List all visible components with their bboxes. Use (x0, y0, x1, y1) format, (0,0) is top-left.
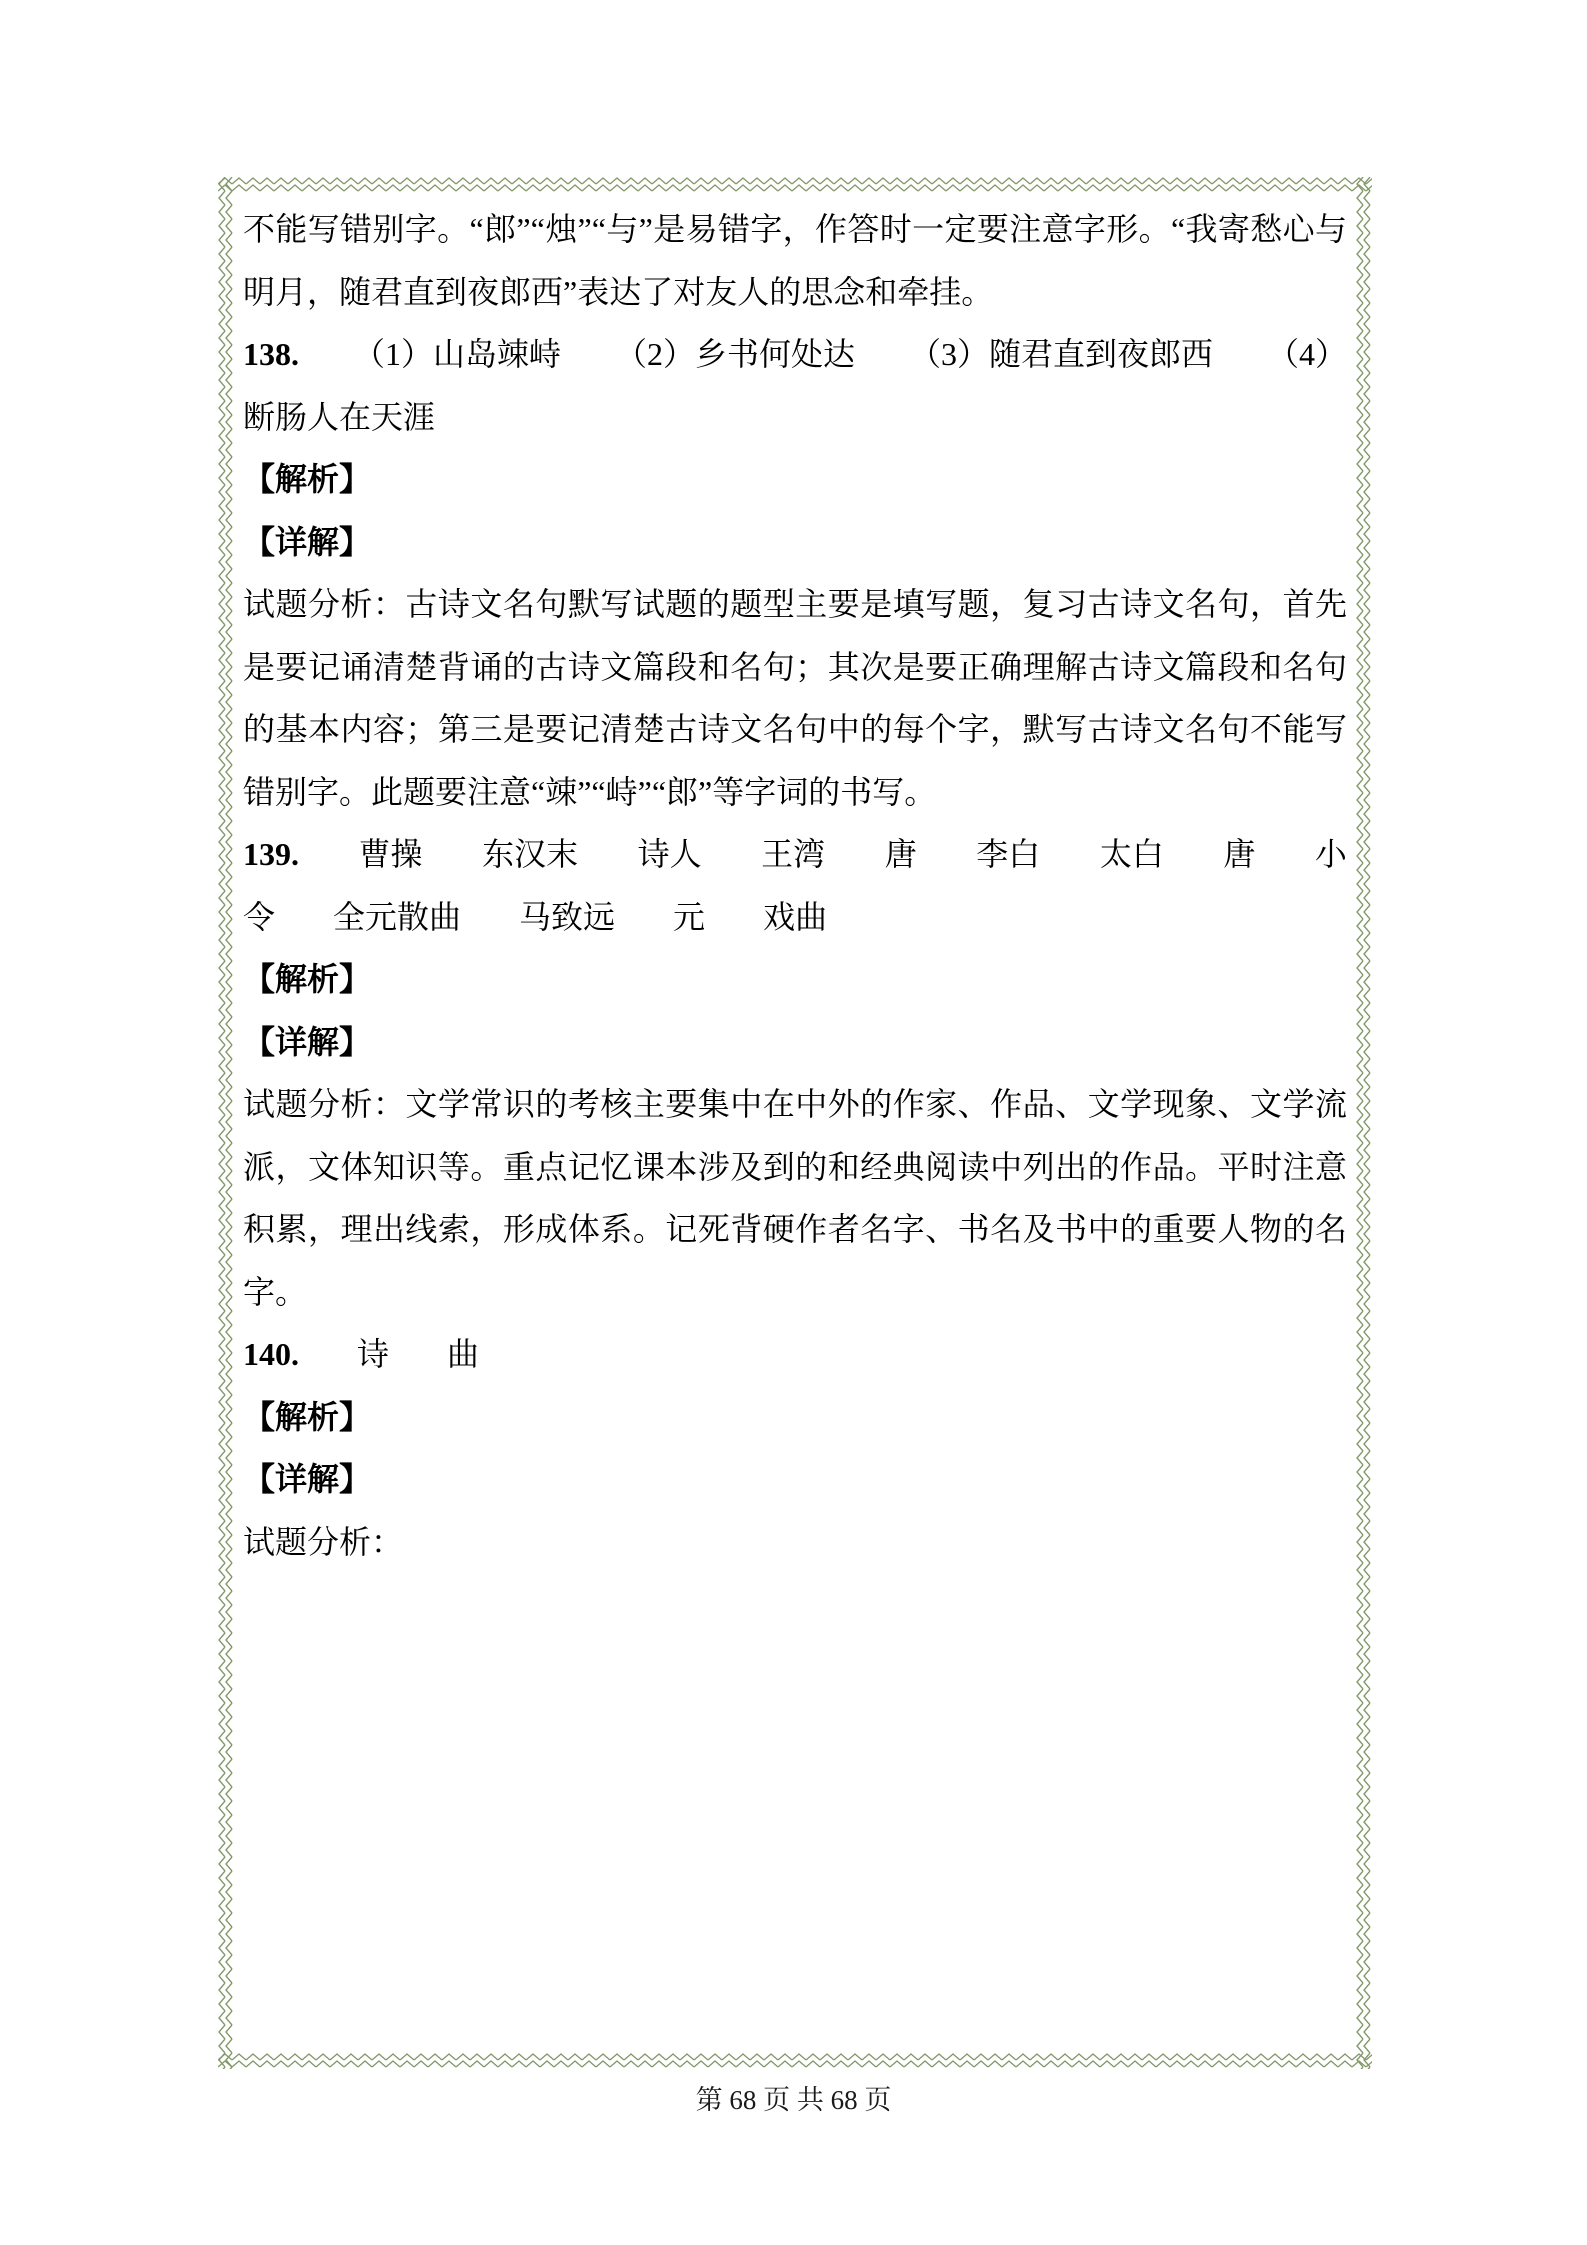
text-line: 不能写错别字。“郎”“烛”“与”是易错字，作答时一定要注意字形。“我寄愁心与 (243, 211, 1347, 247)
text-line: 积累，理出线索，形成体系。记死背硬作者名字、书名及书中的重要人物的名 (243, 1211, 1347, 1247)
text-line (243, 323, 1347, 386)
page-border-left (218, 177, 234, 2069)
question-number: 138. (243, 336, 299, 372)
page-border-bottom (218, 2053, 1372, 2069)
text-line: 试题分析： (243, 1523, 404, 1560)
answer-item: （1）山岛竦峙 (352, 336, 561, 372)
text-line: 【解析】 (243, 461, 372, 497)
text-line (243, 886, 1347, 949)
answer-item: 东汉末 (482, 836, 579, 872)
page-border-top (218, 177, 1372, 193)
answer-item: 小 (1314, 836, 1347, 872)
answer-item: 马致远 (519, 898, 616, 935)
page-border-right (1356, 177, 1372, 2069)
answer-item: 诗人 (637, 836, 702, 872)
answer-item: 太白 (1099, 836, 1164, 872)
document-body (243, 198, 1347, 1573)
text-line: 是要记诵清楚背诵的古诗文篇段和名句；其次是要正确理解古诗文篇段和名句 (243, 648, 1347, 685)
answer-item: （2）乡书何处达 (614, 336, 855, 372)
text-line: 的基本内容；第三是要记清楚古诗文名句中的每个字，默写古诗文名句不能写 (243, 711, 1347, 747)
answer-item: 令 (243, 898, 276, 935)
text-line: 【详解】 (243, 523, 372, 560)
answer-item: （4） (1266, 336, 1347, 372)
answer-item: 元 (673, 898, 706, 935)
text-line (243, 823, 1347, 886)
text-line: 【解析】 (243, 1398, 372, 1435)
text-line: 错别字。此题要注意“竦”“峙”“郎”等字词的书写。 (243, 773, 937, 810)
answer-item: 唐 (884, 836, 917, 872)
page-footer: 第 68 页 共 68 页 (695, 2085, 892, 2115)
text-line: 明月，随君直到夜郎西”表达了对友人的思念和牵挂。 (243, 273, 994, 310)
text-line: 试题分析：古诗文名句默写试题的题型主要是填写题，复习古诗文名句，首先 (243, 586, 1347, 622)
text-line (243, 1323, 1347, 1386)
text-line: 派，文体知识等。重点记忆课本涉及到的和经典阅读中列出的作品。平时注意 (243, 1148, 1347, 1185)
text-line: 试题分析：文学常识的考核主要集中在中外的作家、作品、文学现象、文学流 (243, 1086, 1347, 1122)
answer-item: 王湾 (761, 836, 826, 872)
text-line: 断肠人在天涯 (243, 398, 436, 435)
question-number: 139. (243, 836, 299, 872)
text-line: 【解析】 (243, 961, 372, 997)
answer-item: 曹操 (358, 836, 423, 872)
question-number: 140. (243, 1336, 299, 1372)
text-line: 【详解】 (243, 1461, 372, 1497)
answer-item: 全元散曲 (333, 898, 462, 935)
text-line: 字。 (243, 1273, 308, 1310)
answer-item: 李白 (976, 836, 1041, 872)
text-line: 【详解】 (243, 1023, 372, 1060)
answer-item: 曲 (447, 1336, 480, 1372)
answer-item: 唐 (1223, 836, 1256, 872)
answer-item: （3）随君直到夜郎西 (908, 336, 1213, 372)
answer-item: 诗 (357, 1336, 390, 1372)
answer-item: 戏曲 (763, 898, 828, 935)
